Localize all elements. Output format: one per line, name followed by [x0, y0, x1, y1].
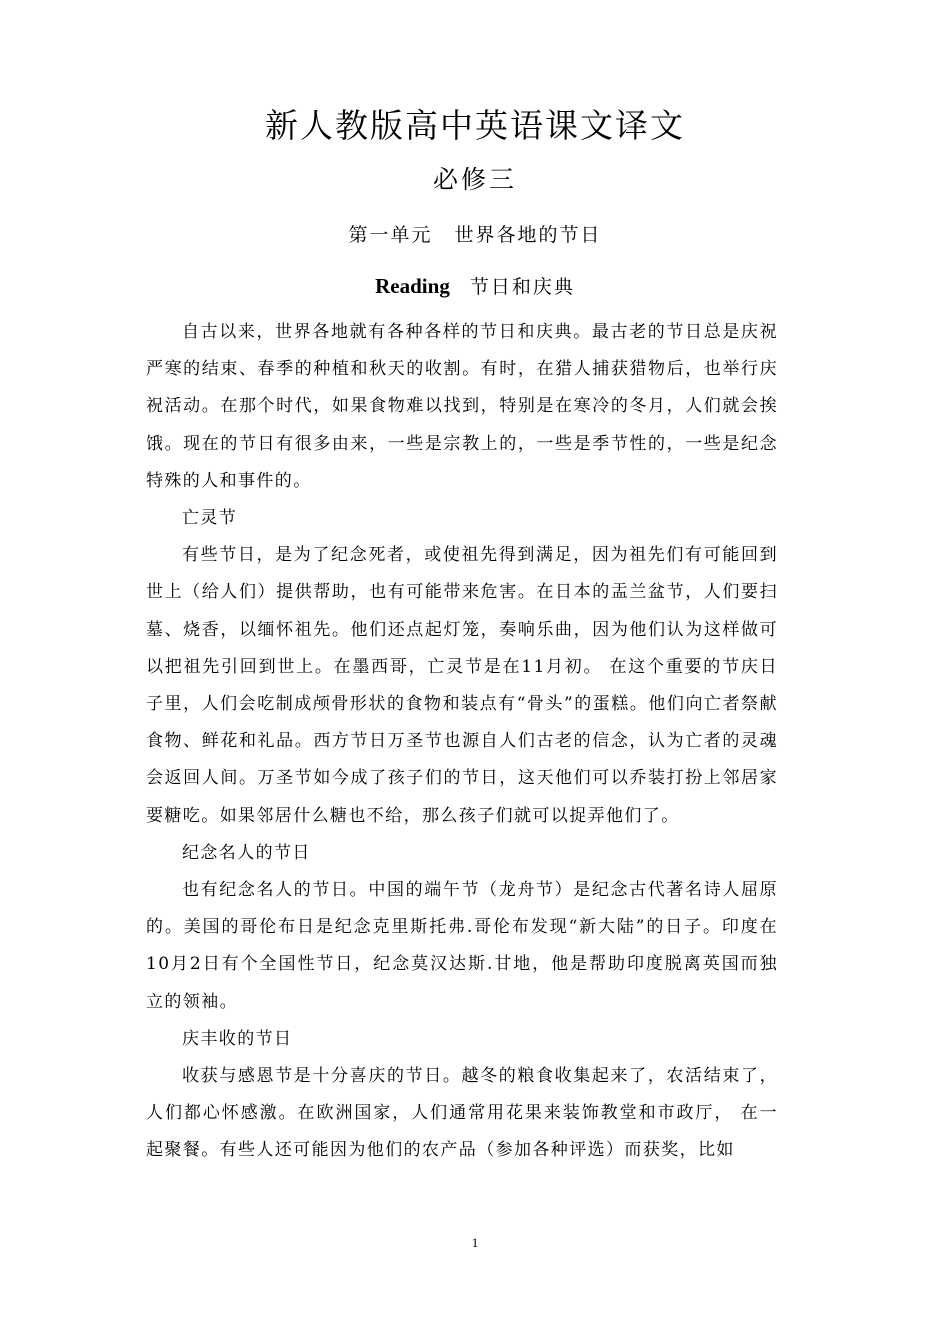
paragraph-famous-people: 也有纪念名人的节日。中国的端午节（龙舟节）是纪念古代著名诗人屈原的。美国的哥伦布日是纪念克里斯托弗.哥伦布发现“新大陆”的日子。印度在10月2日有个全国性节日，纪念莫汉达斯.甘地，他是帮助印度脱离英国而独立的领袖。	[146, 880, 778, 1012]
reading-label: Reading	[375, 274, 450, 298]
unit-number: 第一单元	[348, 224, 433, 246]
section-heading-dead: 亡灵节	[182, 508, 238, 529]
paragraph-intro: 自古以来，世界各地就有各种各样的节日和庆典。最古老的节日总是庆祝严寒的结束、春季的种植和秋天的收割。有时，在猎人捕获猎物后，也举行庆祝活动。在那个时代，如果食物难以找到，特别是在寒冷的冬月，人们就会挨饿。现在的节日有很多由来，一些是宗教上的，一些是季节性的，一些是纪念特殊的人和事件的。	[146, 322, 778, 491]
paragraph-harvest: 收获与感恩节是十分喜庆的节日。越冬的粮食收集起来了，农活结束了，人们都心怀感激。在欧洲国家，人们通常用花果来装饰教堂和市政厅， 在一起聚餐。有些人还可能因为他们的农产品（参加各种评选）而获奖，比如	[146, 1066, 778, 1161]
body-text	[146, 314, 778, 1170]
reading-heading	[0, 268, 950, 305]
reading-title: 节日和庆典	[469, 276, 575, 298]
section-heading-famous-people: 纪念名人的节日	[182, 842, 311, 863]
document-title: 新人教版高中英语课文译文	[265, 106, 685, 145]
unit-heading	[0, 218, 950, 252]
page-number: 1	[471, 1235, 479, 1250]
paragraph-dead: 有些节日，是为了纪念死者，或使祖先得到满足，因为祖先们有可能回到世上（给人们）提供帮助，也有可能带来危害。在日本的盂兰盆节，人们要扫墓、烧香，以缅怀祖先。他们还点起灯笼，奏响乐曲，因为他们认为这样做可以把祖先引回到世上。在墨西哥，亡灵节是在11月初。 在这个重要的节庆日子里，人们会吃制成颅骨形状的食物和装点有“骨头”的蛋糕。他们向亡者祭献食物、鲜花和礼品。西方节日万圣节也源自人们古老的信念，认为亡者的灵魂会返回人间。万圣节如今成了孩子们的节日，这天他们可以乔装打扮上邻居家要糖吃。如果邻居什么糖也不给，那么孩子们就可以捉弄他们了。	[146, 545, 778, 826]
unit-name: 世界各地的节日	[454, 224, 602, 246]
section-heading-harvest: 庆丰收的节日	[182, 1028, 293, 1049]
document-subtitle: 必修三	[432, 165, 517, 194]
